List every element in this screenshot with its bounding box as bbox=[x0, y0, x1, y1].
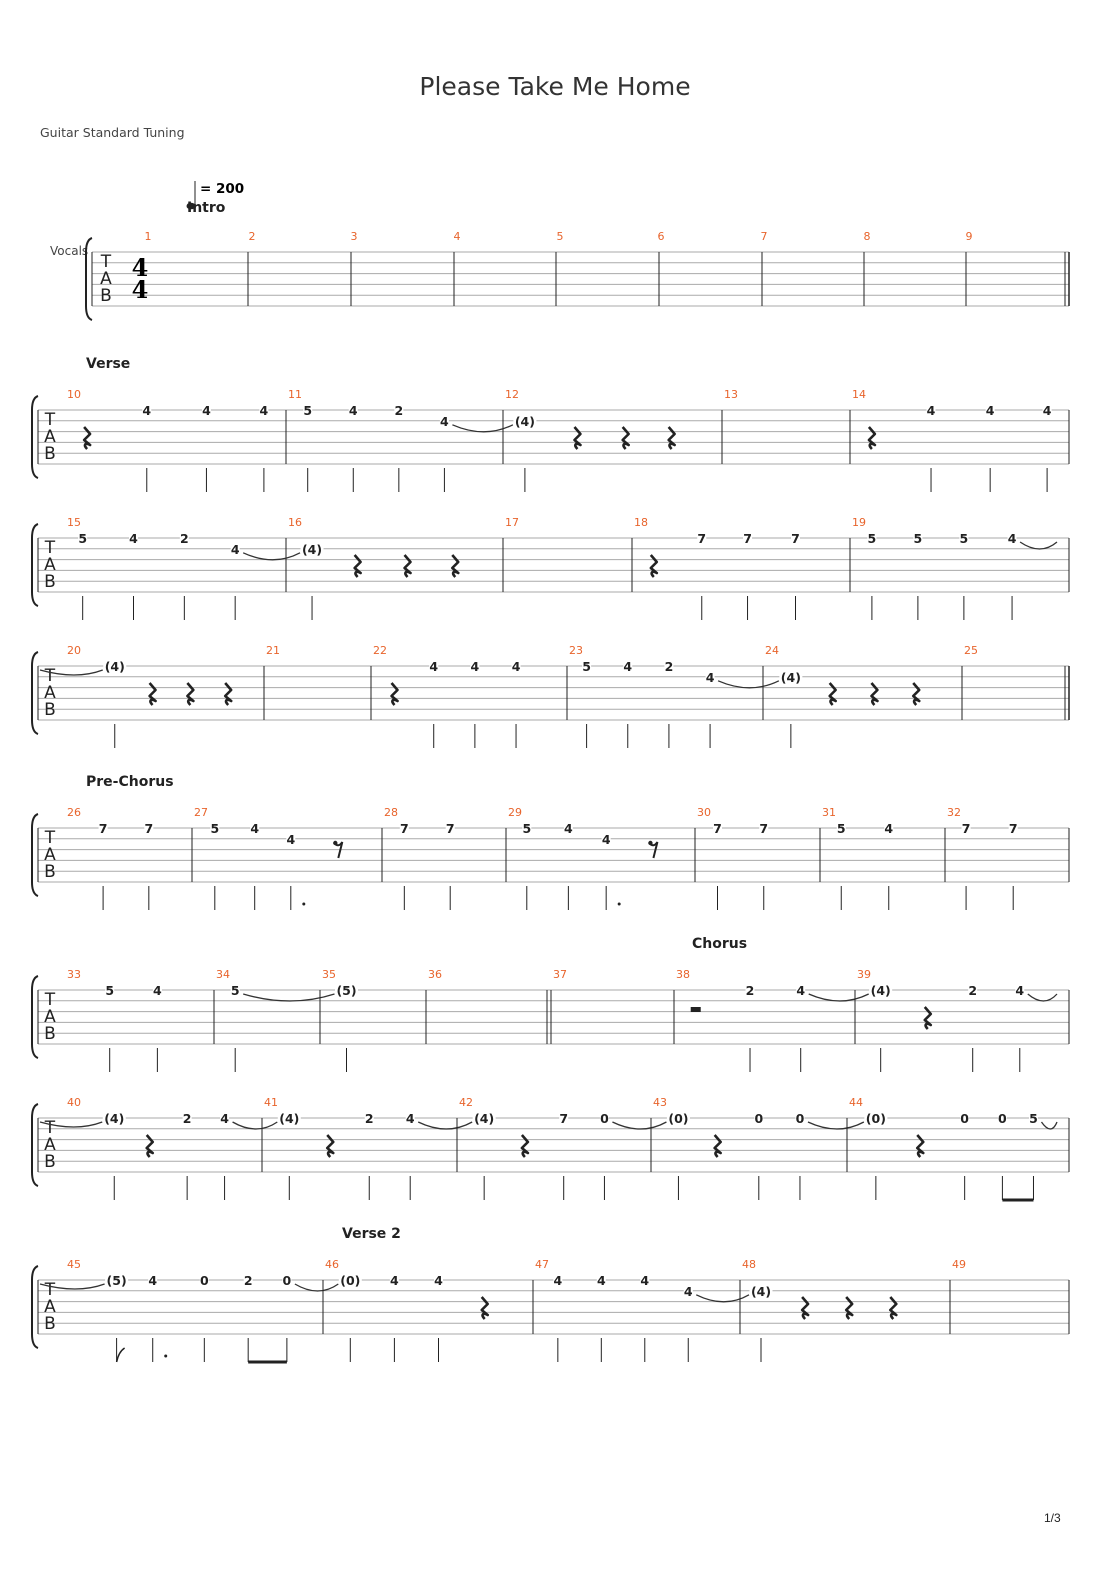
measure-number: 4 bbox=[453, 230, 461, 243]
fret-number: 4 bbox=[1015, 983, 1025, 998]
quarter-rest bbox=[327, 1135, 333, 1157]
fret-number: 4 bbox=[405, 1111, 415, 1126]
tab-clef-letter: A bbox=[44, 1135, 56, 1155]
fret-number: 4 bbox=[434, 1273, 443, 1288]
fret-number: 0 bbox=[960, 1111, 970, 1126]
fret-number: 4 bbox=[796, 983, 806, 998]
measure-number: 22 bbox=[373, 644, 387, 657]
measure-number: 11 bbox=[288, 388, 302, 401]
fret-number: 7 bbox=[445, 821, 455, 836]
quarter-rest bbox=[651, 555, 657, 577]
quarter-rest bbox=[574, 427, 580, 449]
fret-number: 0 bbox=[998, 1111, 1007, 1126]
measure-number: 12 bbox=[505, 388, 519, 401]
measure-number: 10 bbox=[67, 388, 81, 401]
fret-number: 4 bbox=[640, 1273, 650, 1288]
measure-number: 3 bbox=[350, 230, 358, 243]
quarter-rest bbox=[925, 1007, 931, 1029]
fret-number: 4 bbox=[142, 403, 152, 418]
system-bracket bbox=[32, 524, 38, 606]
tab-clef-letter: T bbox=[44, 990, 56, 1010]
fret-number: 4 bbox=[884, 821, 894, 836]
fret-number: 2 bbox=[664, 659, 674, 674]
tie-arc bbox=[696, 1295, 749, 1302]
measure-number: 17 bbox=[505, 516, 519, 529]
measure-number: 30 bbox=[697, 806, 711, 819]
fret-number: (0) bbox=[668, 1111, 689, 1126]
tie-arc bbox=[809, 994, 869, 1001]
measure-number: 49 bbox=[952, 1258, 966, 1271]
tie-arc bbox=[1041, 1122, 1057, 1129]
fret-number: (4) bbox=[279, 1111, 300, 1126]
fret-number: 4 bbox=[564, 821, 573, 836]
fret-number: 7 bbox=[559, 1111, 569, 1126]
tab-clef-letter: B bbox=[44, 862, 56, 882]
fret-number: 4 bbox=[390, 1273, 399, 1288]
measure-number: 16 bbox=[288, 516, 302, 529]
fret-number: 4 bbox=[202, 403, 211, 418]
tab-clef-letter: B bbox=[44, 572, 56, 592]
fret-number: 4 bbox=[705, 669, 715, 685]
fret-number: 5 bbox=[867, 531, 877, 546]
fret-number: 7 bbox=[791, 531, 800, 546]
tab-clef-letter: T bbox=[44, 410, 56, 430]
fret-number: 0 bbox=[600, 1111, 609, 1126]
quarter-rest bbox=[522, 1135, 528, 1157]
section-label: Intro bbox=[187, 200, 226, 216]
measure-number: 18 bbox=[634, 516, 648, 529]
fret-number: (5) bbox=[106, 1273, 127, 1288]
measure-number: 46 bbox=[325, 1258, 339, 1271]
measure-number: 8 bbox=[863, 230, 871, 243]
measure-number: 38 bbox=[676, 968, 690, 981]
fret-number: 4 bbox=[230, 541, 240, 557]
section-label: Pre-Chorus bbox=[86, 774, 174, 790]
fret-number: 4 bbox=[601, 831, 611, 847]
fret-number: (4) bbox=[104, 1111, 125, 1126]
measure-number: 37 bbox=[553, 968, 567, 981]
duration-dot bbox=[164, 1355, 167, 1358]
system-bracket bbox=[32, 814, 38, 896]
quarter-rest bbox=[147, 1135, 153, 1157]
fret-number: 4 bbox=[153, 983, 162, 998]
tab-clef-letter: A bbox=[44, 555, 56, 575]
fret-number: 4 bbox=[429, 659, 439, 674]
tie-arc bbox=[243, 994, 334, 1001]
measure-number: 31 bbox=[822, 806, 836, 819]
tuning-label: Guitar Standard Tuning bbox=[40, 125, 185, 140]
quarter-rest bbox=[669, 427, 675, 449]
fret-number: (4) bbox=[474, 1111, 495, 1126]
tab-clef-letter: A bbox=[44, 427, 56, 447]
measure-number: 13 bbox=[724, 388, 738, 401]
tie-arc bbox=[1020, 542, 1057, 549]
fret-number: 7 bbox=[1008, 821, 1018, 836]
quarter-rest bbox=[225, 683, 231, 705]
tie-arc bbox=[243, 553, 300, 560]
fret-number: (4) bbox=[780, 669, 801, 685]
tab-clef-letter: B bbox=[44, 1024, 56, 1044]
quarter-rest bbox=[802, 1297, 808, 1319]
quarter-rest bbox=[355, 555, 361, 577]
fret-number: 2 bbox=[968, 983, 978, 998]
fret-number: 4 bbox=[926, 403, 936, 418]
fret-number: 2 bbox=[243, 1273, 253, 1288]
eighth-rest-dot bbox=[333, 841, 337, 845]
tab-clef-letter: T bbox=[44, 666, 56, 686]
measure-number: 9 bbox=[965, 230, 973, 243]
fret-number: 5 bbox=[582, 659, 591, 674]
fret-number: 5 bbox=[230, 983, 240, 998]
fret-number: 0 bbox=[199, 1273, 209, 1288]
quarter-rest bbox=[871, 683, 877, 705]
fret-number: 7 bbox=[759, 821, 769, 836]
page-number: 1/3 bbox=[1044, 1511, 1061, 1525]
quarter-rest bbox=[623, 427, 629, 449]
quarter-rest bbox=[869, 427, 875, 449]
tie-arc bbox=[233, 1122, 278, 1129]
fret-number: 4 bbox=[683, 1283, 693, 1299]
fret-number: 4 bbox=[259, 403, 269, 418]
quarter-rest bbox=[715, 1135, 721, 1157]
system-bracket bbox=[32, 1266, 38, 1348]
fret-number: 4 bbox=[440, 413, 449, 429]
measure-number: 29 bbox=[508, 806, 522, 819]
fret-number: (4) bbox=[750, 1283, 772, 1299]
measure-number: 40 bbox=[67, 1096, 81, 1109]
measure-number: 24 bbox=[765, 644, 779, 657]
tab-clef-letter: T bbox=[44, 1280, 56, 1300]
system-bracket bbox=[32, 1104, 38, 1186]
fret-number: 2 bbox=[364, 1111, 374, 1126]
fret-number: 5 bbox=[303, 403, 313, 418]
fret-number: 4 bbox=[511, 659, 521, 674]
measure-number: 14 bbox=[852, 388, 866, 401]
measure-number: 5 bbox=[556, 230, 564, 243]
fret-number: 0 bbox=[754, 1111, 764, 1126]
tie-arc bbox=[418, 1122, 472, 1129]
tie-arc bbox=[295, 1284, 338, 1291]
measure-number: 7 bbox=[760, 230, 768, 243]
fret-number: 5 bbox=[105, 983, 115, 998]
note-flag bbox=[117, 1348, 125, 1362]
fret-number: 4 bbox=[220, 1111, 229, 1126]
measure-number: 44 bbox=[849, 1096, 863, 1109]
fret-number: 4 bbox=[1042, 403, 1052, 418]
measure-number: 23 bbox=[569, 644, 583, 657]
quarter-rest bbox=[846, 1297, 852, 1319]
fret-number: 7 bbox=[697, 531, 707, 546]
measure-number: 27 bbox=[194, 806, 208, 819]
fret-number: 5 bbox=[836, 821, 846, 836]
tie-arc bbox=[1028, 994, 1057, 1001]
eighth-rest-dot bbox=[648, 841, 652, 845]
duration-dot bbox=[618, 903, 621, 906]
measure-number: 43 bbox=[653, 1096, 667, 1109]
fret-number: 0 bbox=[795, 1111, 805, 1126]
fret-number: (4) bbox=[104, 659, 125, 674]
tab-clef-letter: T bbox=[44, 538, 56, 558]
measure-number: 19 bbox=[852, 516, 866, 529]
measure-number: 2 bbox=[248, 230, 256, 243]
tab-clef-letter: B bbox=[44, 444, 56, 464]
fret-number: 4 bbox=[129, 531, 138, 546]
tab-clef-letter: B bbox=[44, 700, 56, 720]
fret-number: 7 bbox=[713, 821, 722, 836]
instrument-label: Vocals bbox=[50, 244, 89, 258]
measure-number: 25 bbox=[964, 644, 978, 657]
fret-number: 5 bbox=[522, 821, 532, 836]
tie-arc bbox=[452, 425, 512, 432]
measure-number: 33 bbox=[67, 968, 81, 981]
fret-number: 4 bbox=[286, 831, 296, 847]
fret-number: 7 bbox=[98, 821, 108, 836]
system-bracket bbox=[32, 652, 38, 734]
tie-arc bbox=[718, 681, 779, 688]
measure-number: 47 bbox=[535, 1258, 549, 1271]
fret-number: (4) bbox=[514, 413, 535, 429]
tab-clef-letter: T bbox=[100, 252, 112, 272]
measure-number: 41 bbox=[264, 1096, 278, 1109]
fret-number: 4 bbox=[470, 659, 480, 674]
fret-number: 4 bbox=[553, 1273, 563, 1288]
measure-number: 20 bbox=[67, 644, 81, 657]
fret-number: (4) bbox=[301, 541, 323, 557]
fret-number: 0 bbox=[282, 1273, 292, 1288]
measure-number: 45 bbox=[67, 1258, 81, 1271]
measure-number: 36 bbox=[428, 968, 442, 981]
measure-number: 34 bbox=[216, 968, 230, 981]
measure-number: 32 bbox=[947, 806, 961, 819]
system-bracket bbox=[32, 976, 38, 1058]
section-label: Verse bbox=[86, 356, 131, 372]
fret-number: 5 bbox=[78, 531, 88, 546]
quarter-rest bbox=[187, 683, 193, 705]
quarter-rest bbox=[392, 683, 398, 705]
fret-number: 5 bbox=[913, 531, 923, 546]
measure-number: 15 bbox=[67, 516, 81, 529]
quarter-rest bbox=[890, 1297, 896, 1319]
tab-clef-letter: A bbox=[44, 683, 56, 703]
duration-dot bbox=[302, 903, 305, 906]
fret-number: 7 bbox=[399, 821, 409, 836]
quarter-rest bbox=[150, 683, 156, 705]
quarter-rest bbox=[482, 1297, 488, 1319]
tab-clef-letter: A bbox=[44, 1297, 56, 1317]
tie-arc bbox=[612, 1122, 666, 1129]
measure-number: 26 bbox=[67, 806, 81, 819]
song-title: Please Take Me Home bbox=[419, 72, 691, 101]
quarter-rest bbox=[84, 427, 90, 449]
quarter-rest bbox=[405, 555, 411, 577]
fret-number: 5 bbox=[210, 821, 220, 836]
fret-number: 2 bbox=[182, 1111, 192, 1126]
fret-number: 4 bbox=[1007, 531, 1017, 546]
tab-clef-letter: B bbox=[44, 1314, 56, 1334]
measure-number: 1 bbox=[144, 230, 152, 243]
measure-number: 35 bbox=[322, 968, 336, 981]
fret-number: (5) bbox=[336, 983, 357, 998]
tab-clef-letter: T bbox=[44, 1118, 56, 1138]
quarter-rest bbox=[830, 683, 836, 705]
fret-number: 4 bbox=[596, 1273, 606, 1288]
measure-number: 42 bbox=[459, 1096, 473, 1109]
fret-number: (0) bbox=[865, 1111, 886, 1126]
fret-number: 4 bbox=[985, 403, 995, 418]
measure-number: 48 bbox=[742, 1258, 756, 1271]
section-label: Chorus bbox=[692, 936, 748, 952]
fret-number: 4 bbox=[348, 403, 358, 418]
measure-number: 28 bbox=[384, 806, 398, 819]
fret-number: 5 bbox=[1029, 1111, 1038, 1126]
tab-clef-letter: B bbox=[44, 1152, 56, 1172]
fret-number: 4 bbox=[148, 1273, 158, 1288]
time-signature-bottom: 4 bbox=[131, 275, 149, 304]
measure-number: 21 bbox=[266, 644, 280, 657]
tab-clef-letter: A bbox=[100, 269, 112, 289]
quarter-rest bbox=[917, 1135, 923, 1157]
tab-clef-letter: A bbox=[44, 1007, 56, 1027]
fret-number: 2 bbox=[745, 983, 755, 998]
tie-arc bbox=[808, 1122, 864, 1129]
fret-number: 7 bbox=[961, 821, 971, 836]
fret-number: (0) bbox=[340, 1273, 361, 1288]
tab-clef-letter: A bbox=[44, 845, 56, 865]
system-bracket bbox=[86, 238, 92, 320]
half-rest bbox=[691, 1007, 701, 1012]
system-bracket bbox=[32, 396, 38, 478]
fret-number: 4 bbox=[250, 821, 260, 836]
quarter-rest bbox=[913, 683, 919, 705]
tempo-label: = 200 bbox=[200, 181, 245, 197]
fret-number: 7 bbox=[144, 821, 154, 836]
tab-clef-letter: T bbox=[44, 828, 56, 848]
fret-number: 4 bbox=[623, 659, 633, 674]
tab-clef-letter: B bbox=[100, 286, 112, 306]
fret-number: 5 bbox=[959, 531, 969, 546]
quarter-rest bbox=[452, 555, 458, 577]
fret-number: (4) bbox=[870, 983, 891, 998]
measure-number: 39 bbox=[857, 968, 871, 981]
time-signature-top: 4 bbox=[131, 253, 149, 282]
fret-number: 2 bbox=[179, 531, 189, 546]
measure-number: 6 bbox=[657, 230, 665, 243]
fret-number: 2 bbox=[394, 403, 404, 418]
section-label: Verse 2 bbox=[342, 1226, 401, 1242]
fret-number: 7 bbox=[743, 531, 752, 546]
